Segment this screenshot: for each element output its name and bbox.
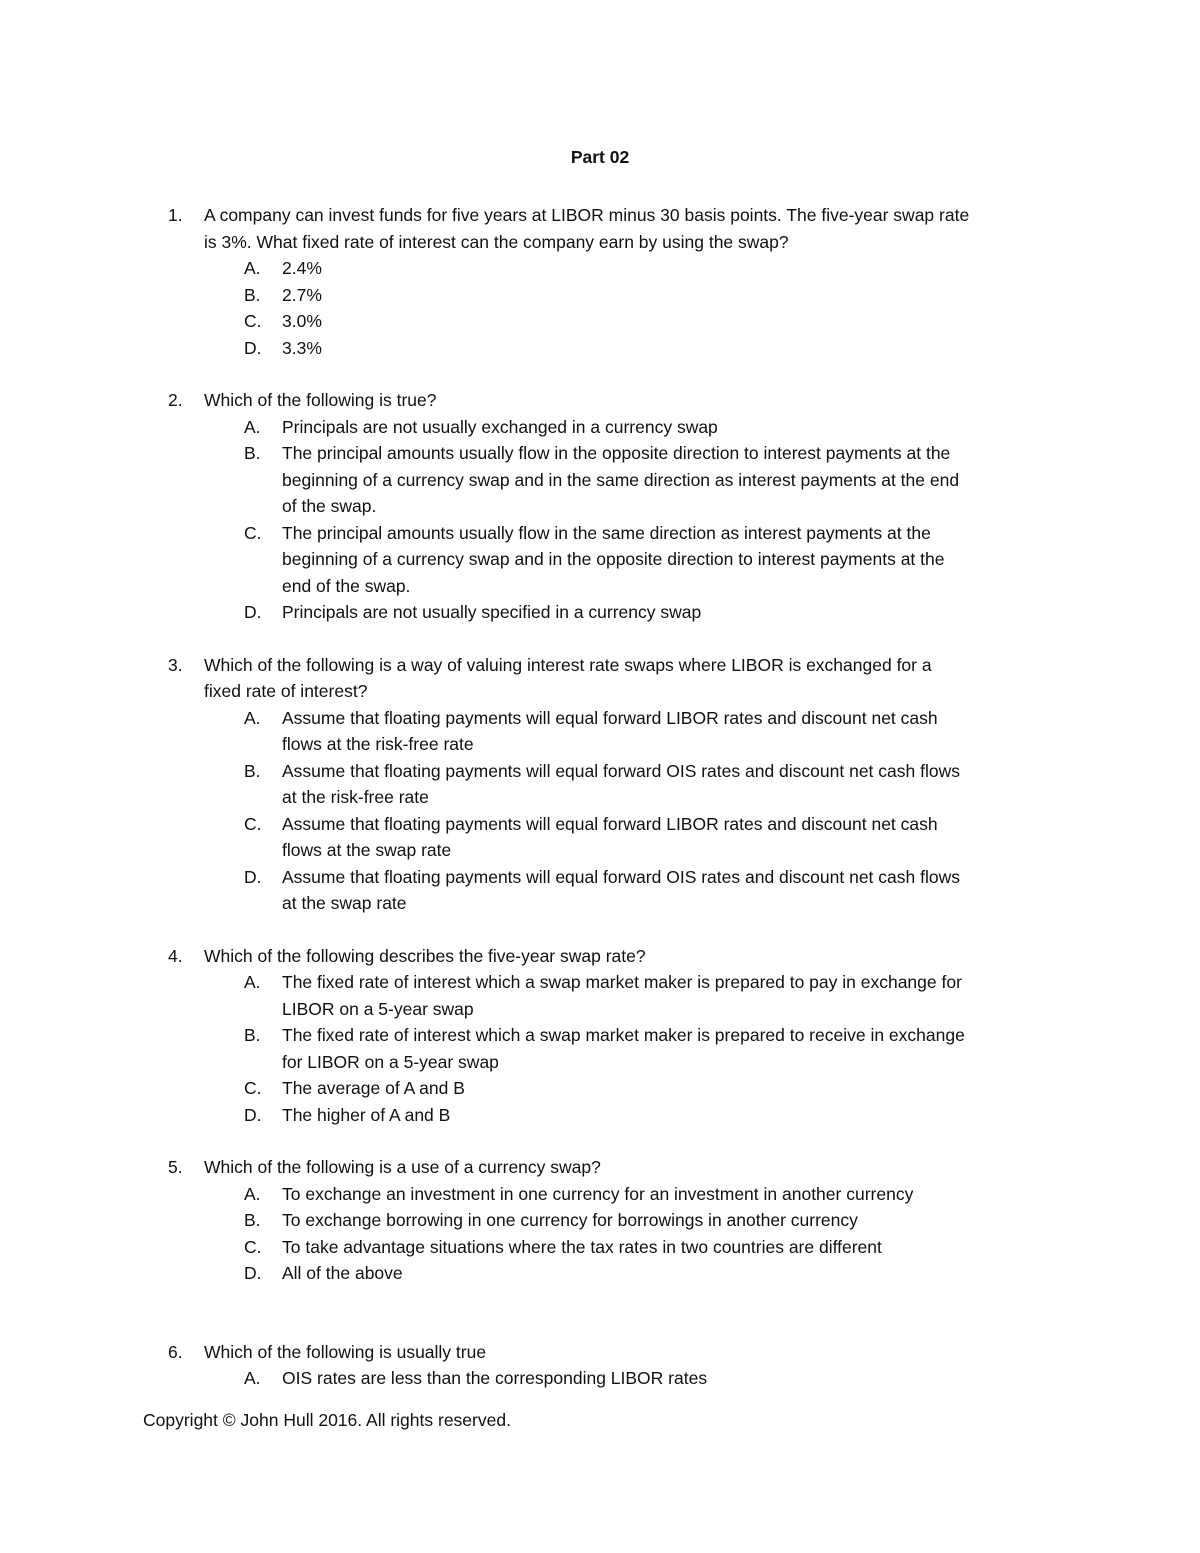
question-3 — [168, 652, 1068, 917]
option-letter: D. — [244, 602, 262, 622]
option-text-line: at the swap rate — [282, 893, 407, 913]
option-text-line: 2.7% — [282, 284, 322, 305]
option-text-line: The principal amounts usually flow in the same direction as interest payments at the — [282, 522, 931, 543]
option-letter: D. — [244, 1104, 262, 1125]
option-text-line: 2.4% — [282, 258, 322, 278]
answer-option — [204, 282, 1068, 309]
option-letter: B. — [244, 1025, 261, 1045]
answer-option — [204, 705, 1068, 758]
question-4 — [168, 943, 1068, 1129]
option-letter: A. — [244, 416, 261, 437]
question-text-line: Which of the following is a way of valuing interest rate swaps where LIBOR is exchanged for a — [204, 654, 932, 675]
option-text-line: flows at the swap rate — [282, 840, 452, 860]
option-letter: C. — [244, 311, 262, 331]
option-text-line: Principals are not usually specified in a currency swap — [282, 602, 702, 622]
option-text-line: LIBOR on a 5-year swap — [282, 998, 474, 1019]
answer-option — [204, 864, 1068, 917]
option-text-line: 3.3% — [282, 337, 322, 358]
answer-option — [204, 1022, 1068, 1075]
option-letter: B. — [244, 284, 261, 305]
option-text-line: OIS rates are less than the corresponding LIBOR rates — [282, 1368, 708, 1388]
question-5 — [168, 1154, 1068, 1287]
option-text-line: Assume that floating payments will equal forward LIBOR rates and discount net cash — [282, 707, 938, 728]
question-6 — [168, 1339, 1068, 1392]
option-text-line: To exchange borrowing in one currency for borrowings in another currency — [282, 1210, 858, 1230]
answer-option — [204, 1234, 1068, 1261]
question-number: 6. — [168, 1341, 183, 1362]
option-letter: C. — [244, 1078, 262, 1098]
option-letter: A. — [244, 1183, 261, 1204]
answer-option — [204, 811, 1068, 864]
option-letter: D. — [244, 337, 262, 358]
option-letter: D. — [244, 866, 262, 887]
option-text-line: To take advantage situations where the tax rates in two countries are different — [282, 1236, 882, 1257]
answer-option — [204, 599, 1068, 626]
question-text-line: is 3%. What fixed rate of interest can the company earn by using the swap? — [204, 231, 789, 252]
answer-option — [204, 1207, 1068, 1234]
question-number: 4. — [168, 945, 183, 966]
option-text-line: at the risk-free rate — [282, 787, 429, 807]
option-text-line: The fixed rate of interest which a swap market maker is prepared to receive in exchange — [282, 1025, 965, 1045]
answer-option — [204, 255, 1068, 282]
question-text-line: A company can invest funds for five years at LIBOR minus 30 basis points. The five-year swap rate — [204, 205, 970, 225]
option-text-line: The average of A and B — [282, 1078, 465, 1098]
question-number: 5. — [168, 1157, 183, 1177]
question-text-line: Which of the following is true? — [204, 390, 437, 410]
answer-option — [204, 969, 1068, 1022]
option-letter: A. — [244, 972, 261, 992]
option-text-line: Assume that floating payments will equal forward OIS rates and discount net cash flows — [282, 866, 960, 887]
option-letter: D. — [244, 1263, 262, 1283]
option-text-line: Assume that floating payments will equal forward LIBOR rates and discount net cash — [282, 813, 938, 834]
option-text-line: for LIBOR on a 5-year swap — [282, 1051, 499, 1072]
option-letter: C. — [244, 522, 262, 543]
option-letter: A. — [244, 258, 261, 278]
question-2 — [168, 387, 1068, 626]
answer-option — [204, 308, 1068, 335]
answer-option — [204, 1102, 1068, 1129]
option-text-line: Principals are not usually exchanged in a currency swap — [282, 416, 718, 437]
option-letter: B. — [244, 1210, 261, 1230]
answer-option — [204, 520, 1068, 600]
question-list — [168, 202, 1068, 1392]
option-letter: A. — [244, 707, 261, 728]
option-text-line: beginning of a currency swap and in the same direction as interest payments at the end — [282, 469, 960, 490]
copyright-footer: Copyright © John Hull 2016. All rights reserved. — [143, 1410, 511, 1430]
question-number: 2. — [168, 390, 183, 410]
answer-option — [204, 758, 1068, 811]
option-letter: C. — [244, 1236, 262, 1257]
answer-option — [204, 1260, 1068, 1287]
question-number: 3. — [168, 654, 183, 675]
option-text-line: 3.0% — [282, 311, 322, 331]
answer-option — [204, 335, 1068, 362]
question-number: 1. — [168, 205, 183, 225]
answer-option — [204, 1365, 1068, 1392]
option-text-line: The higher of A and B — [282, 1104, 451, 1125]
option-text-line: Assume that floating payments will equal forward OIS rates and discount net cash flows — [282, 760, 960, 781]
option-letter: B. — [244, 760, 261, 781]
option-text-line: All of the above — [282, 1263, 403, 1283]
option-text-line: of the swap. — [282, 496, 377, 516]
question-text-line: Which of the following describes the five-year swap rate? — [204, 945, 646, 966]
answer-option — [204, 1075, 1068, 1102]
option-text-line: The principal amounts usually flow in the opposite direction to interest payments at the — [282, 443, 951, 463]
question-text-line: Which of the following is a use of a currency swap? — [204, 1157, 601, 1177]
option-letter: A. — [244, 1368, 261, 1388]
option-text-line: end of the swap. — [282, 575, 411, 596]
answer-option — [204, 414, 1068, 441]
page-title: Part 02 — [570, 147, 630, 167]
option-text-line: beginning of a currency swap and in the opposite direction to interest payments at the — [282, 549, 945, 569]
option-text-line: To exchange an investment in one currency for an investment in another currency — [282, 1183, 914, 1204]
option-letter: C. — [244, 813, 262, 834]
option-text-line: flows at the risk-free rate — [282, 734, 474, 754]
answer-option — [204, 1181, 1068, 1208]
option-text-line: The fixed rate of interest which a swap market maker is prepared to pay in exchange for — [282, 972, 962, 992]
answer-option — [204, 440, 1068, 520]
option-letter: B. — [244, 443, 261, 463]
question-text-line: Which of the following is usually true — [204, 1341, 487, 1362]
question-1 — [168, 202, 1068, 361]
question-text-line: fixed rate of interest? — [204, 681, 368, 701]
